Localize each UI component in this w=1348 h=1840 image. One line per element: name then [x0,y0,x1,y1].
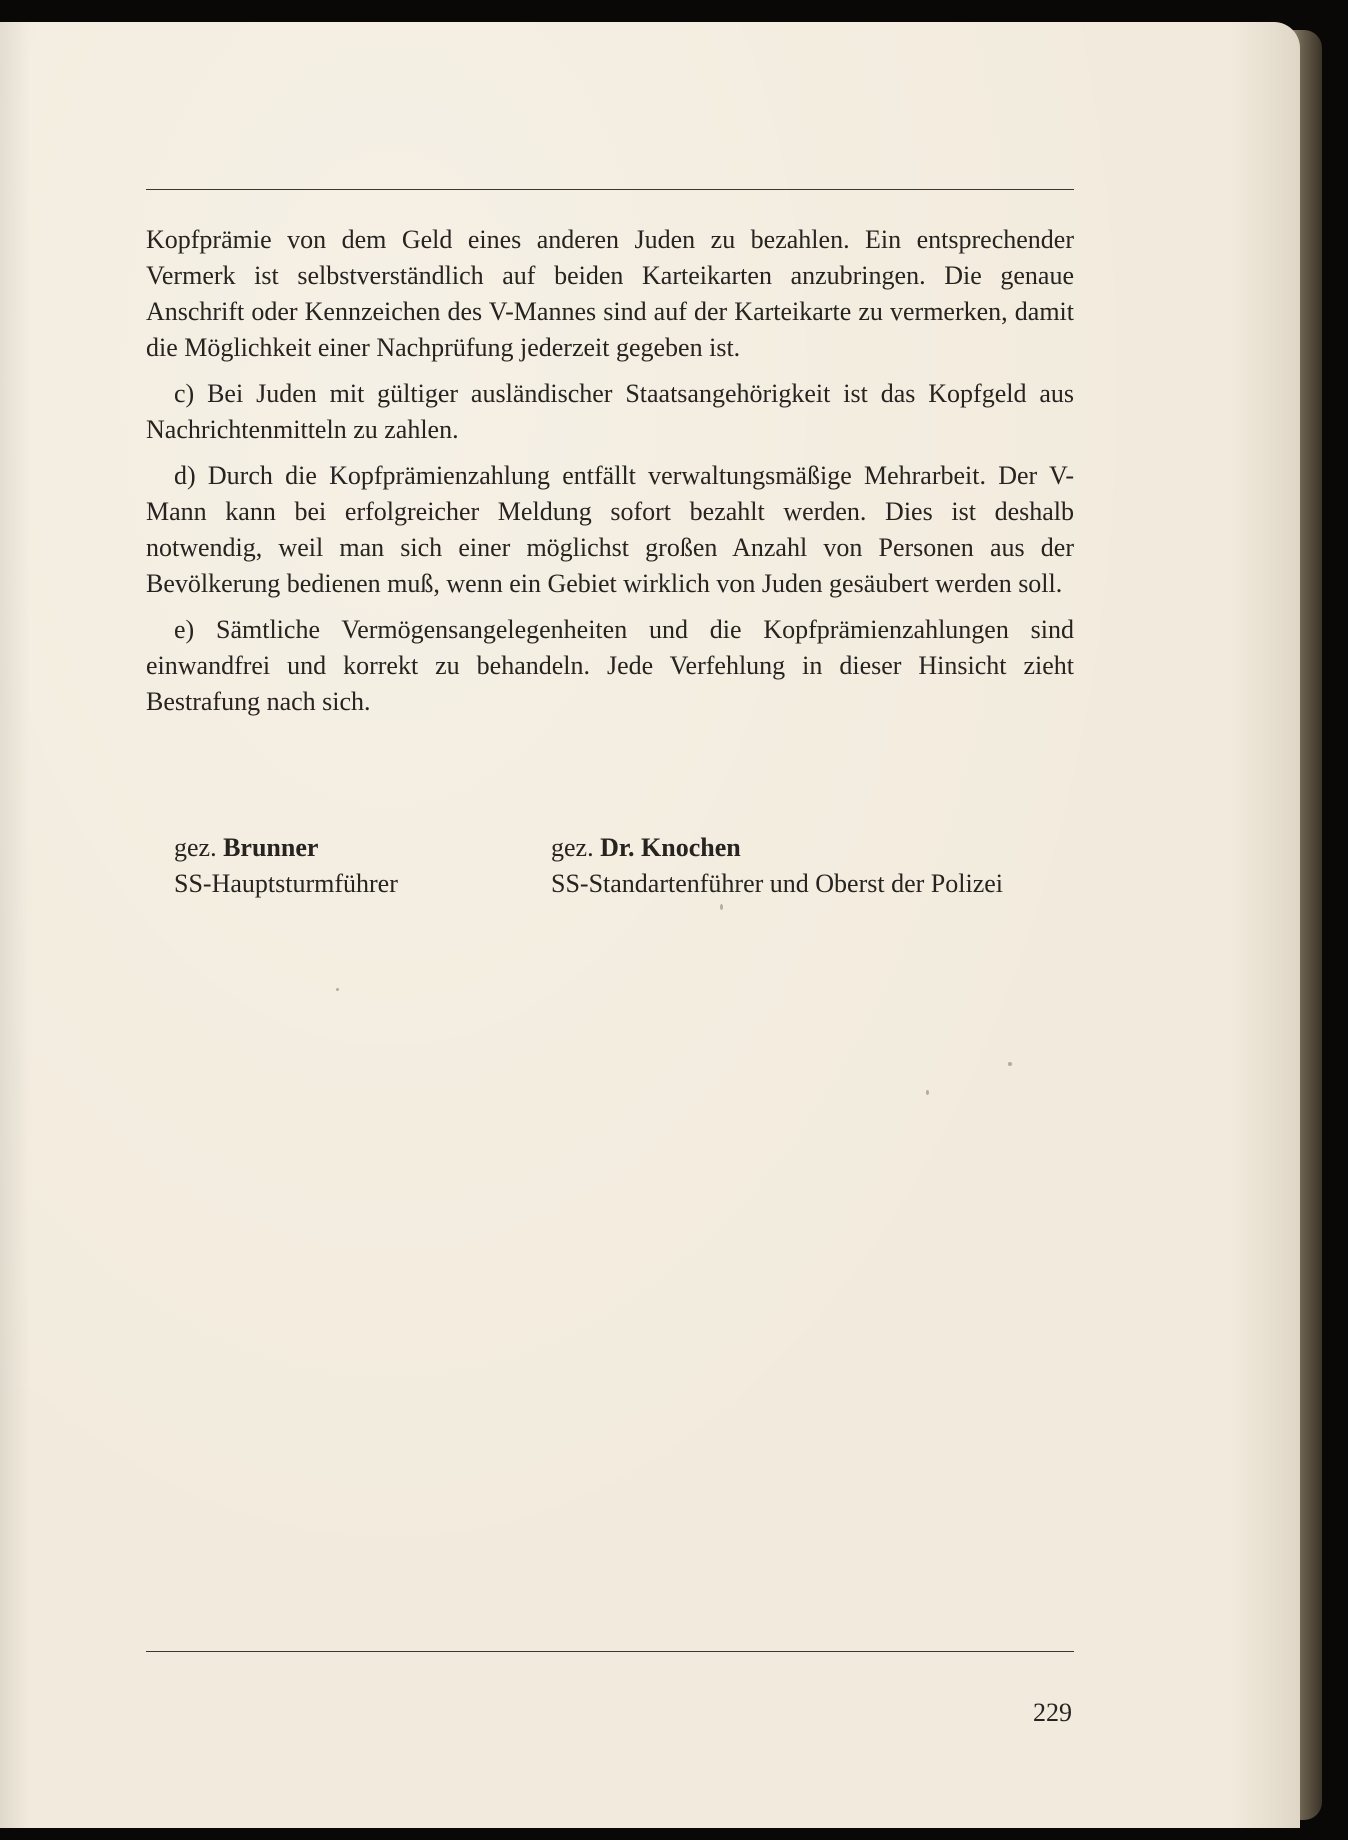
signature-prefix: gez. [551,833,594,862]
signature-name: Dr. Knochen [600,833,741,862]
book-page [0,22,1300,1828]
paper-speck [720,904,723,910]
paragraph-c: c) Bei Juden mit gültiger ausländischer Staatsangehörigkeit ist das Kopfgeld aus Nachrichtenmitteln zu zahlen. [146,379,1074,444]
signature-title: SS-Standartenführer und Oberst der Polizei [551,869,1004,898]
paper-speck [926,1090,929,1095]
signature-prefix: gez. [174,833,217,862]
signature-line [551,830,1003,866]
paper-speck [1008,1062,1012,1066]
signature-knochen [551,830,1003,902]
page-number: 229 [1033,1698,1072,1727]
bottom-rule [146,1651,1074,1652]
signature-brunner [174,830,398,902]
paragraph-continuation: Kopfprämie von dem Geld eines anderen Juden zu bezahlen. Ein entsprechender Vermerk ist selbstverständlich auf beiden Karteikarten anzubringen. Die genaue Anschrift oder Kennzeichen des V-Mannes sind auf der Karteikarte zu vermerken, damit die Möglichkeit einer Nachprüfung jederzeit gegeben ist. [146,225,1074,362]
paragraph-d: d) Durch die Kopfprämienzahlung entfällt verwaltungsmäßige Mehrarbeit. Der V-Mann kann bei erfolgreicher Meldung sofort bezahlt werden. Dies ist deshalb notwendig, weil man sich einer möglichst großen Anzahl von Personen aus der Bevölkerung bedienen muß, wenn ein Gebiet wirklich von Juden gesäubert werden soll. [146,461,1074,598]
body-text [146,222,1074,730]
signature-line [174,830,398,866]
paragraph-e: e) Sämtliche Vermögensangelegenheiten und die Kopfprämienzahlungen sind einwandfrei und korrekt zu behandeln. Jede Verfehlung in dieser Hinsicht zieht Bestrafung nach sich. [146,615,1074,716]
top-rule [146,189,1074,190]
signature-name: Brunner [223,833,319,862]
signature-title: SS-Hauptsturmführer [174,869,398,898]
paper-speck [336,988,339,991]
